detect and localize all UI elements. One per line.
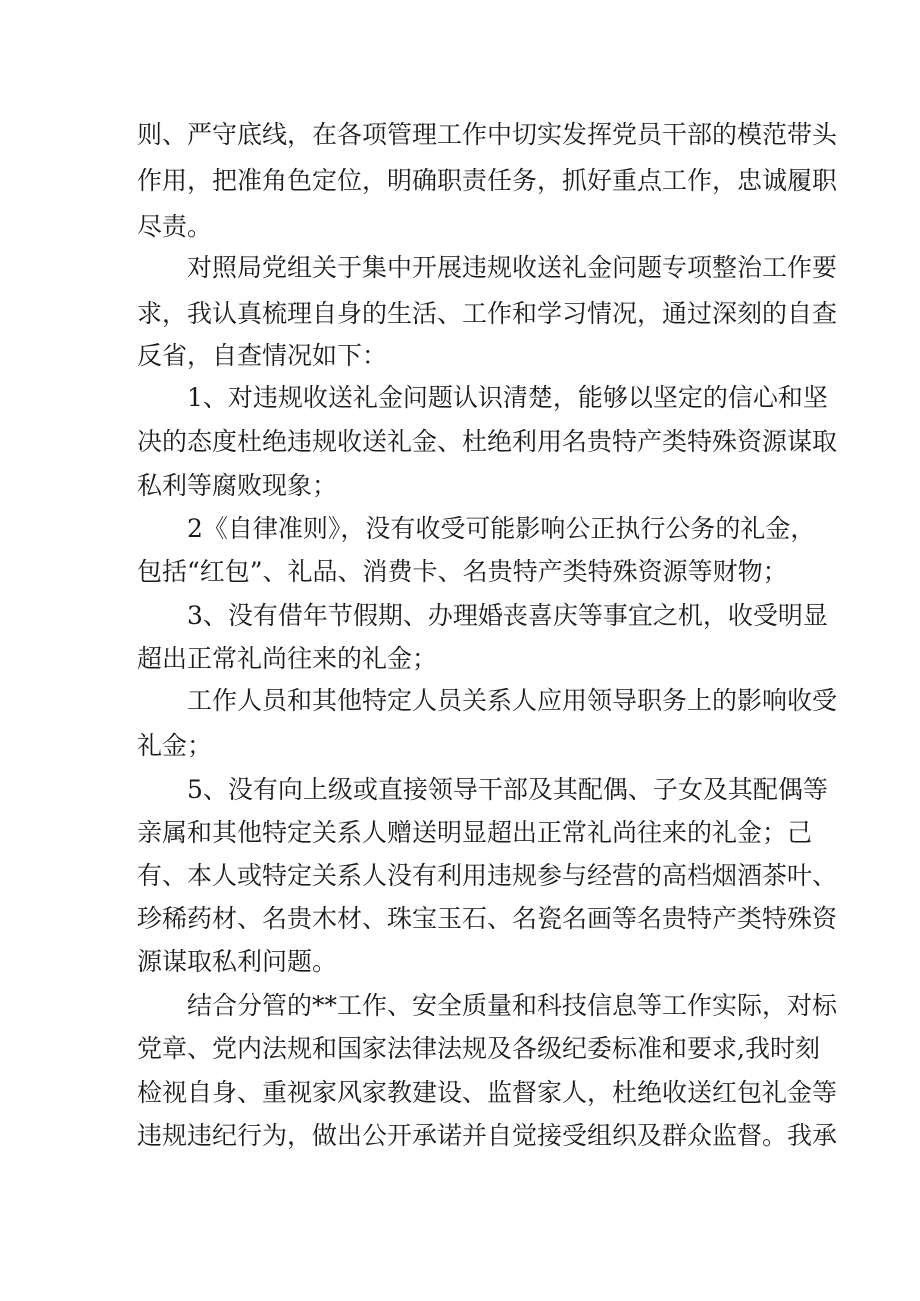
paragraph-4-line-1: 2《自律准则》，没有收受可能影响公正执行公务的礼金， [187,514,816,543]
paragraph-2-line-3: 反省，自查情况如下： [137,341,388,370]
paragraph-1-line-1: 则、严守底线，在各项管理工作中切实发挥党员干部的模范带头 [137,120,838,149]
paragraph-7-line-1: 5、没有向上级或直接领导干部及其配偶、子女及其配偶等 [187,775,828,804]
paragraph-3-line-2: 决的态度杜绝违规收送礼金、杜绝利用名贵特产类特殊资源谋取 [137,427,838,456]
paragraph-3-line-1: 1、对违规收送礼金问题认识清楚，能够以坚定的信心和坚 [187,383,828,412]
paragraph-7-line-5: 源谋取私利问题。 [137,947,338,976]
paragraph-8-line-4: 违规违纪行为，做出公开承诺并自觉接受组织及群众监督。我承 [137,1121,838,1150]
paragraph-7-line-4: 珍稀药材、名贵木材、珠宝玉石、名瓷名画等名贵特产类特殊资 [137,904,838,933]
paragraph-3-line-3: 私利等腐败现象； [137,471,338,500]
paragraph-2-line-2: 求，我认真梳理自身的生活、工作和学习情况，通过深刻的自查 [137,299,838,328]
paragraph-8-line-2: 党章、党内法规和国家法律法规及各级纪委标准和要求,我时刻 [137,1034,820,1063]
paragraph-2-line-1: 对照局党组关于集中开展违规收送礼金问题专项整治工作要 [187,253,838,282]
paragraph-6-line-1: 工作人员和其他特定人员关系人应用领导职务上的影响收受 [187,686,838,715]
paragraph-1-line-3: 尽责。 [137,212,213,241]
paragraph-5-line-1: 3、没有借年节假期、办理婚丧喜庆等事宜之机，收受明显 [187,601,828,630]
paragraph-6-line-2: 礼金； [137,731,213,760]
paragraph-4-line-2: 包括“红包”、礼品、消费卡、名贵特产类特殊资源等财物； [137,557,788,586]
paragraph-8-line-3: 检视自身、重视家风家教建设、监督家人，杜绝收送红包礼金等 [137,1078,838,1107]
paragraph-5-line-2: 超出正常礼尚往来的礼金； [137,644,438,673]
paragraph-8-line-1: 结合分管的**工作、安全质量和科技信息等工作实际，对标 [187,991,838,1020]
paragraph-7-line-3: 有、本人或特定关系人没有利用违规参与经营的高档烟酒茶叶、 [137,861,838,890]
paragraph-1-line-2: 作用，把准角色定位，明确职责任务，抓好重点工作，忠诚履职 [137,166,838,195]
paragraph-7-line-2: 亲属和其他特定关系人赠送明显超出正常礼尚往来的礼金；己 [137,818,813,847]
